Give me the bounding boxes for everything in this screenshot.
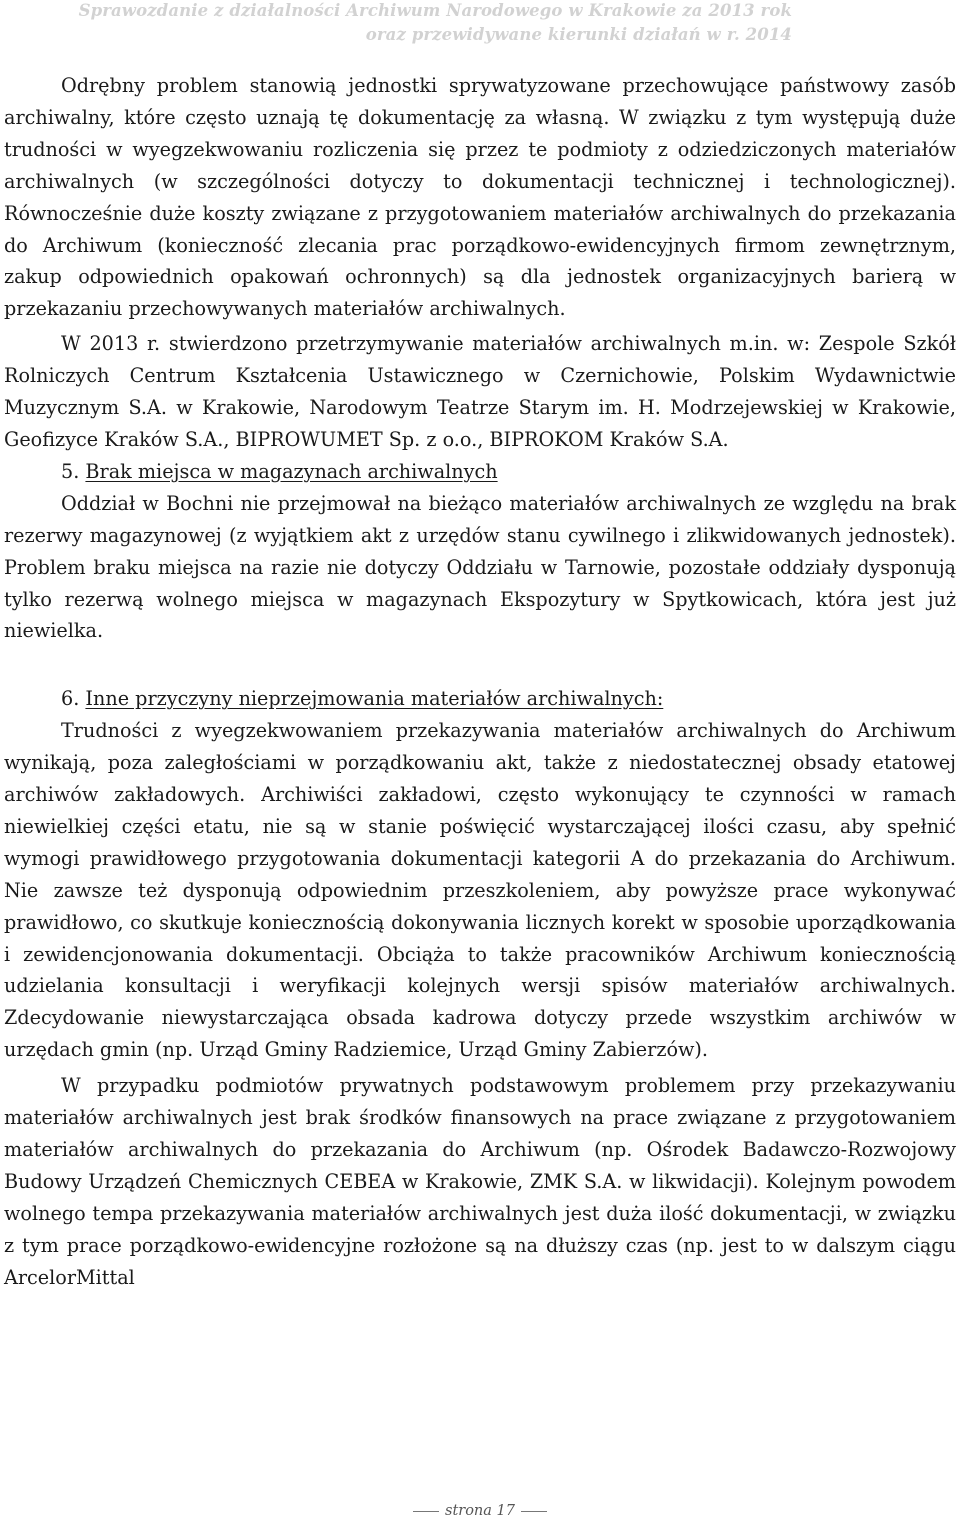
footer-dash-left [413, 1511, 439, 1512]
paragraph-staffing-difficulties: Trudności z wyegzekwowaniem przekazywania materiałów archiwalnych do Archiwum wynikają, poza zaległościami w porządkowaniu akt, także z niedostatecznej obsady etatowej archiwów zakładowych. Archiwiści zakładowi, często wykonujący te czynności w ramach niewielkiej części etatu, nie są w stanie poświęcić wystarczającej ilości czasu, aby spełnić wymogi prawidłowego przygotowania dokumentacji kategorii A do przekazania do Archiwum. Nie zawsze też dysponują odpowiednim przeszkoleniem, aby powyższe prace wykonywać prawidłowo, co skutkuje koniecznością dokonywania licznych korekt w sposobie uporządkowania i zewidencjonowania dokumentacji. Obciąża to także pracowników Archiwum koniecznością udzielania konsultacji i weryfikacji kolejnych wersji spisów materiałów archiwalnych. Zdecydowanie niewystarczająca obsada kadrowa dotyczy przede wszystkim archiwów w urzędach gmin (np. Urząd Gminy Radziemice, Urząd Gminy Zabierzów). [4, 719, 956, 1062]
section-title: Brak miejsca w magazynach archiwalnych [85, 459, 498, 483]
running-header-subtitle: oraz przewidywane kierunki działań w r. 2014 [365, 25, 792, 44]
page-number: strona 17 [445, 1503, 515, 1519]
section-heading-5 [4, 456, 956, 488]
page-footer [0, 1503, 960, 1519]
paragraph-private-entities: W przypadku podmiotów prywatnych podstawowym problemem przy przekazywaniu materiałów archiwalnych jest brak środków finansowych na prace związane z przygotowaniem materiałów archiwalnych do przekazania do Archiwum (np. Ośrodek Badawczo-Rozwojowy Budowy Urządzeń Chemicznych CEBEA w Krakowie, ZMK S.A. w likwidacji). Kolejnym powodem wolnego tempa przekazywania materiałów archiwalnych jest duża ilość dokumentacji, w związku z tym prace porządkowo-ewidencyjne rozłożone są na dłuższy czas (np. jest to w dalszym ciągu ArcelorMittal [4, 1074, 956, 1289]
paragraph-detained-materials: W 2013 r. stwierdzono przetrzymywanie materiałów archiwalnych m.in. w: Zespole Szkół Rolniczych Centrum Kształcenia Ustawicznego w Czernichowie, Polskim Wydawnictwie Muzycznym S.A. w Krakowie, Narodowym Teatrze Starym im. H. Modrzejewskiej w Krakowie, Geofizyce Kraków S.A., BIPROWUMET Sp. z o.o., BIPROKOM Kraków S.A. [4, 332, 956, 451]
paragraph-privatized-units: Odrębny problem stanowią jednostki sprywatyzowane przechowujące państwowy zasób archiwalny, które często uznają tę dokumentację za własną. W związku z tym występują duże trudności w wyegzekwowaniu rozliczenia się przez te podmioty z odziedziczonych materiałów archiwalnych (w szczególności dotyczy to dokumentacji technicznej i technologicznej). Równocześnie duże koszty związane z przygotowaniem materiałów archiwalnych do przekazania do Archiwum (konieczność zlecania prac porządkowo-ewidencyjnych firmom zewnętrznym, zakup odpowiednich opakowań ochronnych) są dla jednostek organizacyjnych barierą w przekazaniu przechowywanych materiałów archiwalnych. [4, 74, 956, 321]
section-heading-6 [4, 683, 956, 715]
section-number: 6. [61, 687, 80, 711]
paragraph-storage-space: Oddział w Bochni nie przejmował na bieżąco materiałów archiwalnych ze względu na brak rezerwy magazynowej (z wyjątkiem akt z urzędów stanu cywilnego i zlikwidowanych jednostek). Problem braku miejsca na razie nie dotyczy Oddziału w Tarnowie, pozostałe oddziały dysponują tylko rezerwą wolnego miejsca w magazynach Ekspozytury w Spytkowicach, która jest już niewielka. [4, 491, 956, 643]
running-header-title: Sprawozdanie z działalności Archiwum Narodowego w Krakowie za 2013 rok [78, 1, 792, 20]
document-body [4, 70, 956, 1294]
section-title: Inne przyczyny nieprzejmowania materiałów archiwalnych: [85, 687, 664, 711]
running-header [0, 0, 960, 52]
section-number: 5. [61, 459, 80, 483]
footer-dash-right [521, 1511, 547, 1512]
